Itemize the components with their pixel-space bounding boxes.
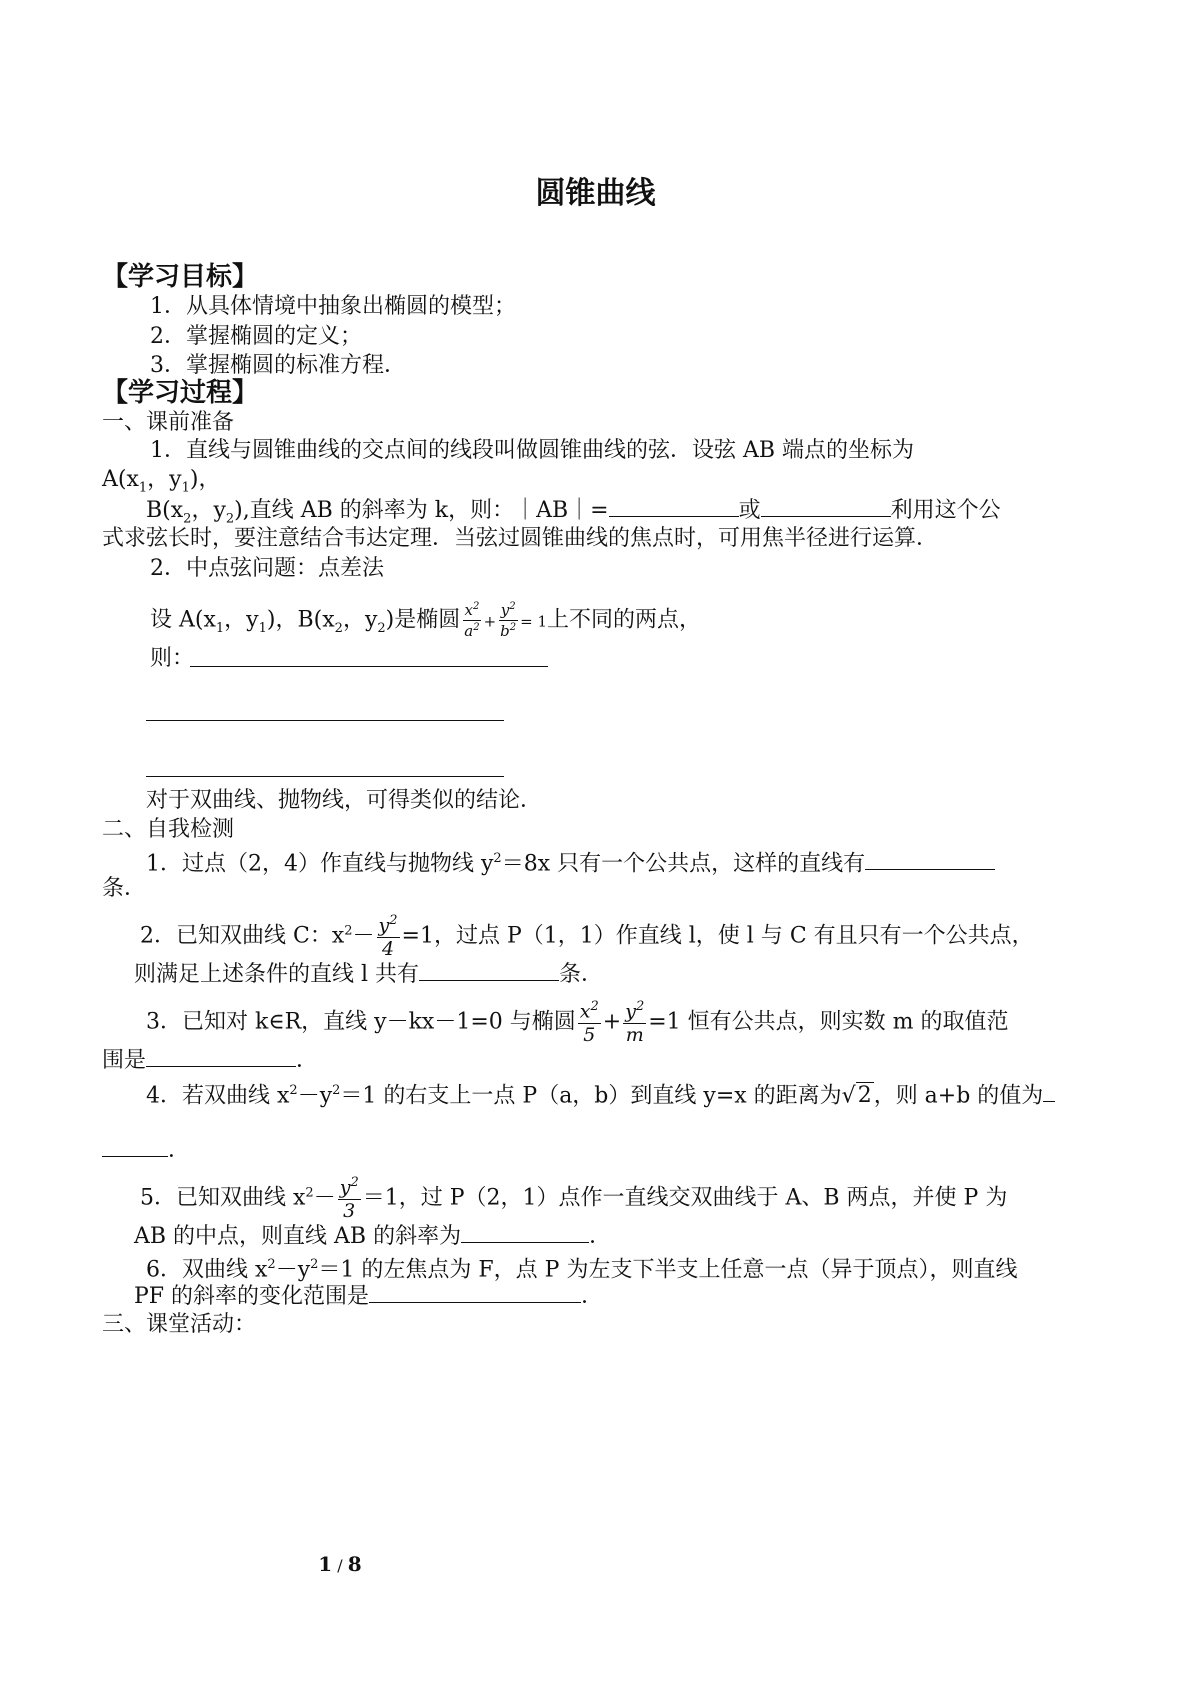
answer-line[interactable]: [146, 720, 504, 721]
s1-p1-line3: $B(x_2$，$y_2$),直线 AB 的斜率为 k，则：｜AB｜= 或 利用这个公: [146, 494, 1001, 534]
question-5-line2: AB 的中点，则直线 AB 的斜率为 ．: [134, 1220, 611, 1252]
section2-heading: 二、自我检测: [102, 817, 235, 842]
s1-p2-set: 设 $A(x_1$，$y_1$)，$B(x_2$，$y_2$)是椭圆 $\frac{x^2}{a^2}$ + $\frac{y^2}{b^2}$ = 1上不同的两点，: [150, 601, 702, 640]
answer-line[interactable]: [146, 776, 504, 777]
answer-blank[interactable]: [865, 847, 995, 870]
answer-blank[interactable]: [609, 494, 739, 517]
fraction-y2-m: $\frac{y^2}{m}$: [625, 999, 645, 1047]
question-6: 6．双曲线 $x^2-y^2=1$ 的左焦点为 F，点 P 为左支下半支上任意一点（异于顶点），则直线: [146, 1257, 1018, 1283]
question-3-line2: 围是 ．: [102, 1044, 318, 1076]
s1-p1-point-a: $A(x_1$，$y_1$)，: [102, 467, 221, 496]
fraction-y2-3: $\frac{y^2}{3}$: [339, 1175, 359, 1223]
answer-blank[interactable]: [102, 1134, 168, 1157]
s1-p1-line1: 1．直线与圆锥曲线的交点间的线段叫做圆锥曲线的弦．设弦 AB 端点的坐标为: [150, 438, 915, 463]
question-4: 4．若双曲线 $x^2-y^2=1$ 的右支上一点 P（a，b）到直线 y=x 的距离为√2，则 a+b 的值为: [146, 1076, 1055, 1111]
question-1: 1．过点（2，4）作直线与抛物线 $y^2=8x$ 只有一个公共点，这样的直线有: [146, 844, 995, 879]
question-2-line2: 则满足上述条件的直线 l 共有 条．: [134, 958, 603, 990]
section1-heading: 一、课前准备: [102, 410, 235, 435]
question-4-line2: ．: [102, 1134, 190, 1166]
sqrt-2: √2: [841, 1083, 872, 1109]
process-heading: 【学习过程】: [102, 378, 259, 408]
s1-p2-then: 则：: [150, 646, 195, 671]
goal-item-1: 1．从具体情境中抽象出椭圆的模型；: [150, 294, 516, 319]
goals-heading: 【学习目标】: [102, 262, 259, 292]
answer-blank[interactable]: [146, 1044, 296, 1067]
fraction-x2-5: $\frac{x^2}{5}$: [579, 999, 599, 1047]
goal-item-3: 3．掌握椭圆的标准方程．: [150, 353, 406, 378]
page-title: 圆锥曲线: [535, 176, 656, 211]
question-2: 2．已知双曲线 C：$x^2-$ $\frac{y^2}{4}$ =1，过点 P（1，1）作直线 l，使 l 与 C 有且只有一个公共点，: [140, 913, 1034, 961]
answer-blank[interactable]: [1043, 1079, 1055, 1102]
s1-p2: 2．中点弦问题：点差法: [150, 556, 384, 581]
question-6-line2: PF 的斜率的变化范围是 ．: [134, 1280, 603, 1312]
fraction-y2-b2: $\frac{y^2}{b^2}$: [500, 601, 517, 640]
section3-heading: 三、课堂活动：: [102, 1312, 257, 1337]
fraction-y2-4: $\frac{y^2}{4}$: [378, 913, 398, 961]
fraction-x2-a2: $\frac{x^2}{a^2}$: [464, 601, 480, 640]
question-1-end: 条．: [102, 876, 147, 901]
goal-item-2: 2．掌握椭圆的定义；: [150, 324, 362, 349]
question-5: 5．已知双曲线 $x^2-$ $\frac{y^2}{3}$ ＝1，过 P（2，1）点作一直线交双曲线于 A、B 两点，并使 P 为: [140, 1175, 1008, 1223]
answer-blank[interactable]: [419, 958, 559, 981]
answer-blank[interactable]: [761, 494, 891, 517]
page-number: 1 / 8: [318, 1552, 362, 1576]
s1-p1-line4: 式求弦长时，要注意结合韦达定理．当弦过圆锥曲线的焦点时，可用焦半径进行运算．: [102, 526, 939, 551]
answer-blank[interactable]: [461, 1220, 589, 1243]
s1-conclusion: 对于双曲线、抛物线，可得类似的结论．: [146, 788, 543, 813]
answer-line[interactable]: [190, 666, 548, 667]
question-3: 3．已知对 k∈R，直线 y－kx－1=0 与椭圆 $\frac{x^2}{5}$ + $\frac{y^2}{m}$ =1 恒有公共点，则实数 m 的取值范: [146, 999, 1009, 1047]
answer-blank[interactable]: [369, 1280, 581, 1303]
